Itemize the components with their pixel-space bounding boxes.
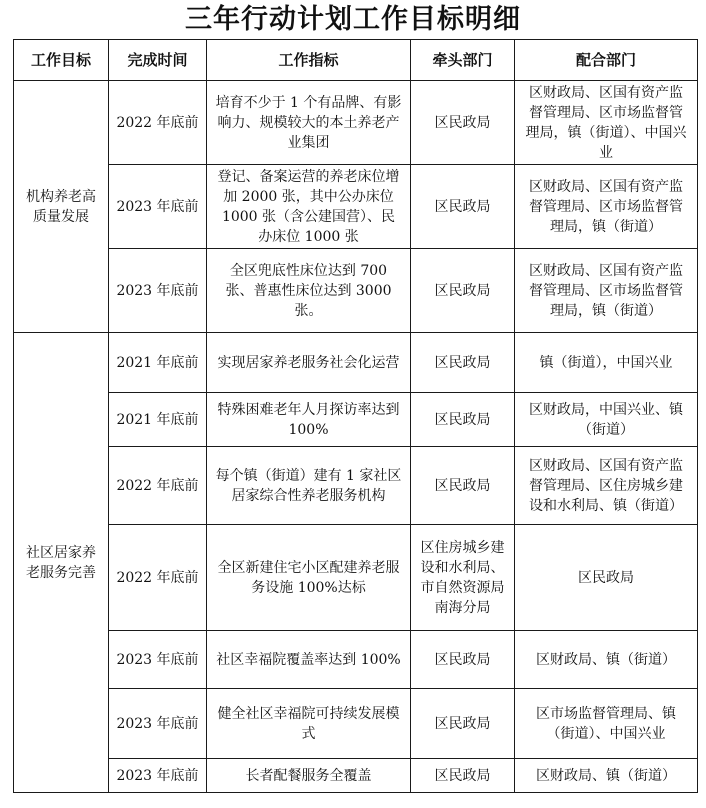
time-cell: 2023 年底前	[109, 249, 207, 333]
time-cell: 2021 年底前	[109, 393, 207, 447]
lead-cell: 区民政局	[411, 165, 515, 249]
coop-cell: 区财政局、区国有资产监督管理局、区市场监督管理局，镇（街道）	[515, 165, 698, 249]
table-row	[14, 759, 698, 793]
time-cell: 2022 年底前	[109, 81, 207, 165]
lead-cell: 区民政局	[411, 249, 515, 333]
time-cell: 2021 年底前	[109, 333, 207, 393]
table-row	[14, 393, 698, 447]
time-cell: 2023 年底前	[109, 631, 207, 689]
header-indicator: 工作指标	[207, 40, 411, 81]
header-goal: 工作目标	[14, 40, 109, 81]
indicator-cell: 健全社区幸福院可持续发展模式	[207, 689, 411, 759]
coop-cell: 区财政局、镇（街道）	[515, 631, 698, 689]
lead-cell: 区民政局	[411, 393, 515, 447]
coop-cell: 镇（街道），中国兴业	[515, 333, 698, 393]
header-row	[14, 40, 698, 81]
coop-cell: 区民政局	[515, 525, 698, 631]
indicator-cell: 实现居家养老服务社会化运营	[207, 333, 411, 393]
indicator-cell: 长者配餐服务全覆盖	[207, 759, 411, 793]
header-coop: 配合部门	[515, 40, 698, 81]
time-cell: 2022 年底前	[109, 525, 207, 631]
indicator-cell: 全区兜底性床位达到 700 张、普惠性床位达到 3000 张。	[207, 249, 411, 333]
lead-cell: 区住房城乡建设和水利局、市自然资源局南海分局	[411, 525, 515, 631]
table-row	[14, 165, 698, 249]
time-cell: 2023 年底前	[109, 689, 207, 759]
time-cell: 2022 年底前	[109, 447, 207, 525]
lead-cell: 区民政局	[411, 81, 515, 165]
table-row	[14, 249, 698, 333]
page-title: 三年行动计划工作目标明细	[185, 4, 521, 35]
coop-cell: 区财政局、区国有资产监督管理局、区住房城乡建设和水利局、镇（街道）	[515, 447, 698, 525]
table-row	[14, 689, 698, 759]
coop-cell: 区财政局，中国兴业、镇（街道）	[515, 393, 698, 447]
table-row	[14, 447, 698, 525]
table-row	[14, 81, 698, 165]
lead-cell: 区民政局	[411, 447, 515, 525]
lead-cell: 区民政局	[411, 689, 515, 759]
indicator-cell: 培育不少于 1 个有品牌、有影响力、规模较大的本土养老产业集团	[207, 81, 411, 165]
indicator-cell: 登记、备案运营的养老床位增加 2000 张，其中公办床位 1000 张（含公建国营）、民办床位 1000 张	[207, 165, 411, 249]
indicator-cell: 每个镇（街道）建有 1 家社区居家综合性养老服务机构	[207, 447, 411, 525]
lead-cell: 区民政局	[411, 759, 515, 793]
goals-table	[13, 39, 698, 793]
coop-cell: 区财政局、镇（街道）	[515, 759, 698, 793]
time-cell: 2023 年底前	[109, 759, 207, 793]
goal-cell: 机构养老高质量发展	[14, 81, 109, 333]
table-row	[14, 525, 698, 631]
table-row	[14, 333, 698, 393]
goal-cell: 社区居家养老服务完善	[14, 333, 109, 793]
coop-cell: 区财政局、区国有资产监督管理局、区市场监督管理局，镇（街道）、中国兴业	[515, 81, 698, 165]
header-time: 完成时间	[109, 40, 207, 81]
lead-cell: 区民政局	[411, 333, 515, 393]
lead-cell: 区民政局	[411, 631, 515, 689]
indicator-cell: 全区新建住宅小区配建养老服务设施 100%达标	[207, 525, 411, 631]
indicator-cell: 特殊困难老年人月探访率达到 100%	[207, 393, 411, 447]
coop-cell: 区市场监督管理局、镇（街道）、中国兴业	[515, 689, 698, 759]
time-cell: 2023 年底前	[109, 165, 207, 249]
header-lead: 牵头部门	[411, 40, 515, 81]
indicator-cell: 社区幸福院覆盖率达到 100%	[207, 631, 411, 689]
coop-cell: 区财政局、区国有资产监督管理局、区市场监督管理局，镇（街道）	[515, 249, 698, 333]
table-row	[14, 631, 698, 689]
